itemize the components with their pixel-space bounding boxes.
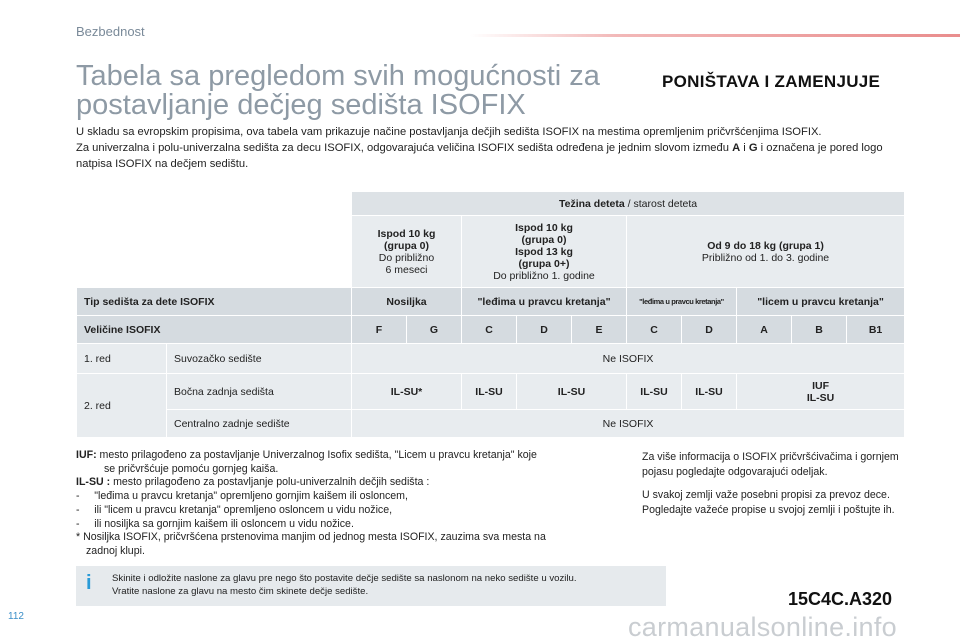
type-rear-facing-group1: "leđima u pravcu kretanja": [627, 288, 737, 316]
page-number: 112: [8, 611, 24, 622]
note-star-cont: zadnoj klupi.: [86, 544, 145, 557]
seat-rear-side: Bočna zadnja sedišta: [167, 374, 352, 410]
size-cell: B: [792, 316, 847, 344]
size-cell: D: [682, 316, 737, 344]
type-forward-facing: "licem u pravcu kretanja": [737, 288, 905, 316]
side-note-1: Za više informacija o ISOFIX pričvršćivačima i gornjem pojasu pogledajte odgovarajući odeljak.: [642, 451, 899, 478]
size-cell: C: [462, 316, 517, 344]
rear-side-value: IL-SU*: [352, 374, 462, 410]
size-cell: E: [572, 316, 627, 344]
header-rule: [470, 34, 960, 37]
row-label-2: 2. red: [77, 374, 167, 438]
seat-passenger: Suvozačko sedište: [167, 344, 352, 374]
row-label-1: 1. red: [77, 344, 167, 374]
size-cell: D: [517, 316, 572, 344]
seat-type-label: Tip sedišta za dete ISOFIX: [77, 288, 352, 316]
rear-side-value: IL-SU: [682, 374, 737, 410]
rear-side-value: IL-SU: [517, 374, 627, 410]
passenger-value: Ne ISOFIX: [352, 344, 905, 374]
note-bullet: - "leđima u pravcu kretanja" opremljeno gornjim kaišem ili osloncem,: [76, 490, 408, 503]
note-iuf-cont: se pričvršćuje pomoću gornjeg kaiša.: [104, 462, 279, 475]
section-title: Bezbednost: [76, 24, 145, 39]
side-note-2: U svakoj zemlji važe posebni propisi za prevoz dece. Pogledajte važeće propise u svojoj zemlji i poštujte ih.: [642, 489, 895, 516]
rear-side-value: IL-SU: [627, 374, 682, 410]
group-0-cell: Ispod 10 kg (grupa 0) Do približno 6 meseci: [352, 216, 462, 288]
note-star: * Nosiljka ISOFIX, pričvršćena prstenovima manjim od jednog mesta ISOFIX, zauzima sva mesta na: [76, 531, 546, 544]
document-code: 15C4C.A320: [788, 589, 893, 609]
note-bullet: - ili "licem u pravcu kretanja" opremljeno osloncem u vidu nožice,: [76, 503, 393, 516]
type-rear-facing: "leđima u pravcu kretanja": [462, 288, 627, 316]
group-0plus-cell: Ispod 10 kg (grupa 0) Ispod 13 kg (grupa 0+) Do približno 1. godine: [462, 216, 627, 288]
note-bullet: - ili nosiljka sa gornjim kaišem ili osloncem u vidu nožice.: [76, 517, 354, 530]
size-cell: A: [737, 316, 792, 344]
intro-text: [76, 124, 906, 172]
seat-rear-center: Centralno zadnje sedište: [167, 410, 352, 438]
size-cell: G: [407, 316, 462, 344]
watermark: carmanualsonline.info: [628, 612, 897, 642]
info-text: Skinite i odložite naslone za glavu pre nego što postavite dečje sedište sa naslonom na neko sedište u vozilu. Vratite naslone za glavu na mesto čim skinete dečje sedište.: [112, 573, 577, 597]
intro-paragraph-2: Za univerzalna i polu-univerzalna sedišta za decu ISOFIX, odgovarajuća veličina ISOFIX sedišta određena je jednim slovom između A i G i označena je pored logo natpisa ISOFIX na dečjem sedištu.: [76, 142, 883, 170]
isofix-table: [76, 191, 905, 438]
rear-center-value: Ne ISOFIX: [352, 410, 905, 438]
size-cell: F: [352, 316, 407, 344]
page-title: [76, 62, 636, 120]
side-notes: [642, 450, 912, 526]
title-line-1: Tabela sa pregledom svih mogućnosti za: [76, 60, 600, 92]
type-carrycot: Nosiljka: [352, 288, 462, 316]
group-1-cell: Od 9 do 18 kg (grupa 1) Približno od 1. do 3. godine: [627, 216, 905, 288]
title-line-2: postavljanje dečjeg sedišta ISOFIX: [76, 89, 526, 121]
isofix-sizes-label: Veličine ISOFIX: [77, 316, 352, 344]
rear-side-forward-value: IUF IL-SU: [737, 374, 905, 410]
rear-side-value: IL-SU: [462, 374, 517, 410]
size-cell: B1: [847, 316, 905, 344]
notes: [76, 449, 626, 559]
size-cell: C: [627, 316, 682, 344]
intro-paragraph-1: U skladu sa evropskim propisima, ova tabela vam prikazuje načine postavljanja dečjih sedišta ISOFIX na mestima opremljenim pričvršćenjima ISOFIX.: [76, 126, 822, 138]
note-iuf: IUF: mesto prilagođeno za postavljanje Univerzalnog Isofix sedišta, "Licem u pravcu kretanja" koje: [76, 449, 537, 461]
replaces-notice: PONIŠTAVA I ZAMENJUJE: [662, 72, 881, 91]
weight-header: Težina deteta / starost deteta: [352, 192, 905, 216]
info-icon: i: [86, 572, 92, 594]
note-ilsu: IL-SU : mesto prilagođeno za postavljanje polu-univerzalnih dečjih sedišta :: [76, 476, 430, 489]
